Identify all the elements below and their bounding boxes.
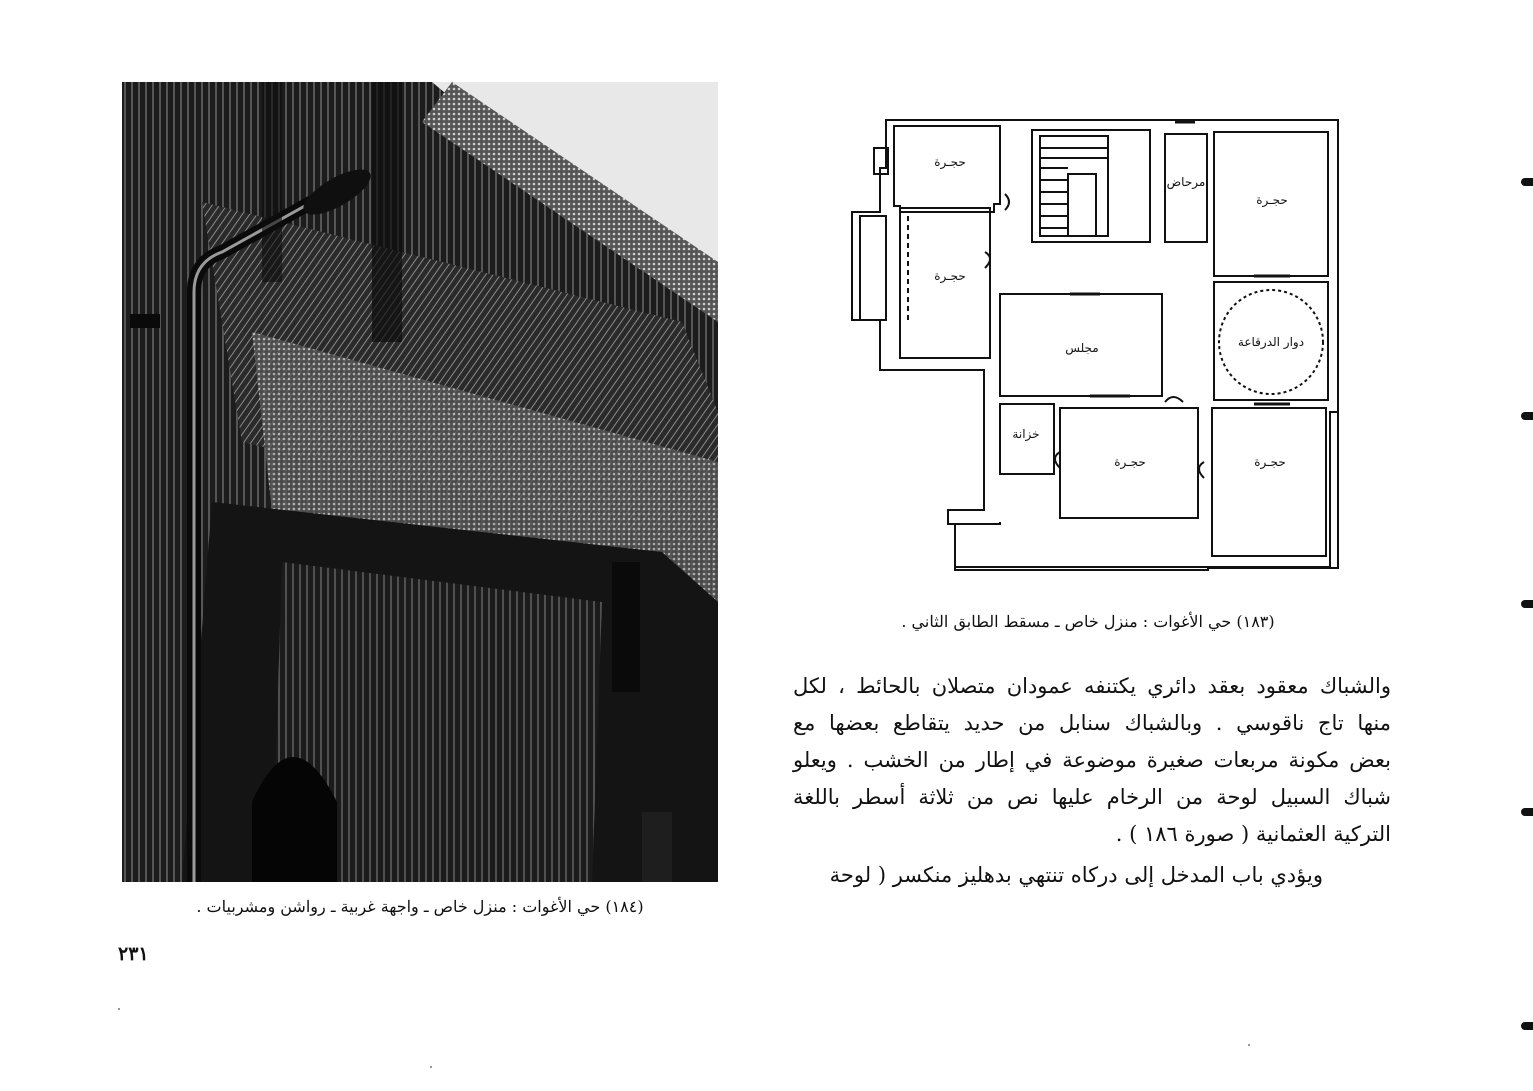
room-label-top-left: حجـرة bbox=[934, 155, 966, 169]
facade-photo-image bbox=[122, 82, 718, 882]
floor-plan bbox=[850, 112, 1345, 574]
facade-photo bbox=[122, 82, 718, 882]
room-label-mid-left: حجـرة bbox=[934, 269, 966, 283]
scan-mark bbox=[1521, 178, 1533, 186]
body-line: والشباك معقود بعقد دائري يكتنفه عمودان متصلان بالحائط ، لكل bbox=[793, 674, 1391, 698]
room-label-closet: خزانة bbox=[1012, 427, 1040, 441]
room-label-top-right: حجـرة bbox=[1256, 193, 1288, 207]
scan-mark bbox=[1521, 1022, 1533, 1030]
scan-mark bbox=[1521, 412, 1533, 420]
page-number: ٢٣١ bbox=[118, 943, 149, 965]
room-label-hall: مجلس bbox=[1065, 341, 1099, 355]
body-line: شباك السبيل لوحة من الرخام عليها نص من ثلاثة أسطر باللغة bbox=[793, 785, 1391, 809]
scan-speck bbox=[118, 1008, 120, 1010]
scan-mark bbox=[1521, 600, 1533, 608]
room-label-toilet: مرحاض bbox=[1166, 175, 1206, 189]
scan-speck bbox=[430, 1066, 432, 1068]
plan-caption: (١٨٣) حي الأغوات : منزل خاص ـ مسقط الطابق الثاني . bbox=[901, 612, 1275, 631]
body-paragraph-2: ويؤدي باب المدخل إلى دركاه تنتهي بدهليز منكسر ( لوحة bbox=[829, 863, 1323, 887]
room-label-bottom-right: حجـرة bbox=[1254, 455, 1286, 469]
body-line: بعض مكونة مربعات صغيرة موضوعة في إطار من الخشب . ويعلو bbox=[793, 748, 1391, 772]
body-line: التركية العثمانية ( صورة ١٨٦ ) . bbox=[1115, 822, 1391, 846]
body-text bbox=[793, 668, 1391, 894]
room-label-bottom-mid: حجـرة bbox=[1114, 455, 1146, 469]
room-label-dance-hall: دوار الدرقاعة bbox=[1237, 335, 1305, 349]
scan-speck bbox=[1248, 1044, 1250, 1046]
scan-mark bbox=[1521, 808, 1533, 816]
floor-plan-drawing bbox=[850, 112, 1345, 574]
body-line: منها تاج ناقوسي . وبالشباك سنابل من حديد يتقاطع بعضها مع bbox=[793, 711, 1391, 735]
photo-caption: (١٨٤) حي الأغوات : منزل خاص ـ واجهة غربية ـ رواشن ومشربيات . bbox=[196, 897, 644, 916]
